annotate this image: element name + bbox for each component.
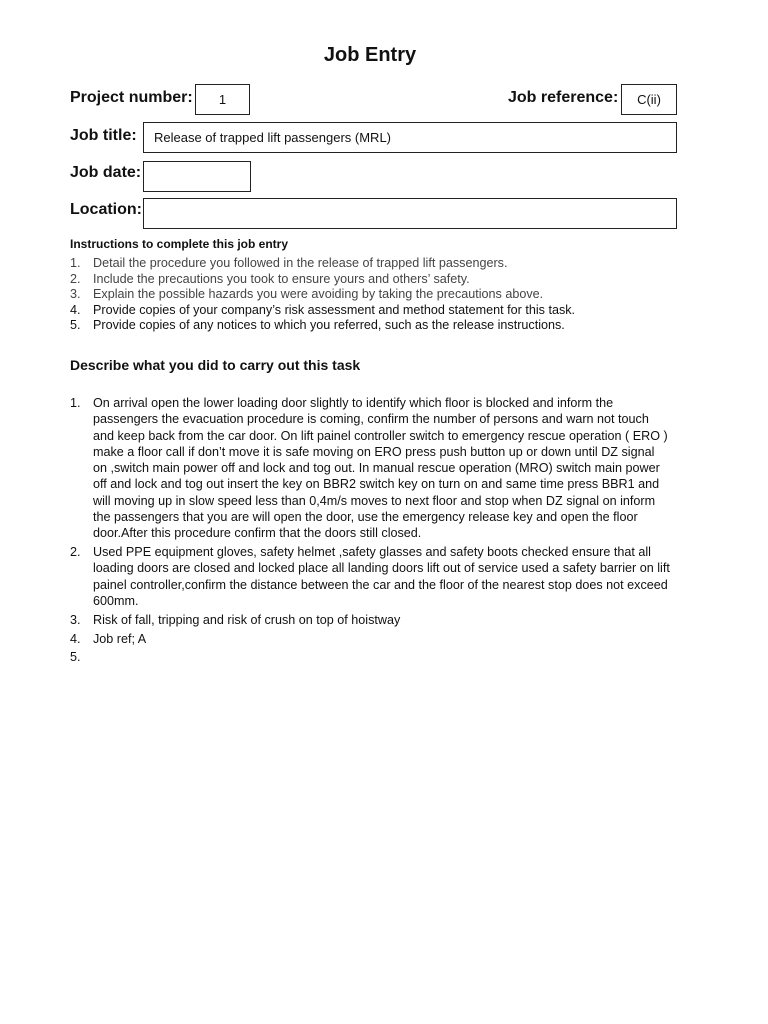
task-answers-list [70, 395, 670, 668]
job-date-field[interactable] [143, 161, 251, 192]
list-item: 1. Detail the procedure you followed in the release of trapped lift passengers. [70, 256, 508, 270]
project-number-field[interactable]: 1 [195, 84, 250, 115]
job-reference-field[interactable]: C(ii) [621, 84, 677, 115]
list-item: 4. Job ref; A [70, 631, 147, 646]
list-item: 5. Provide copies of any notices to which you referred, such as the release instructions. [70, 318, 565, 333]
project-number-label: Project number: [70, 89, 193, 106]
instructions-heading: Instructions to complete this job entry [70, 237, 289, 251]
list-item: 3. Risk of fall, tripping and risk of crush on top of hoistway [70, 612, 401, 627]
list-item: 5. [70, 650, 81, 665]
list-item: 1. On arrival open the lower loading door slightly to identify which floor is blocked and inform the passengers the evacuation procedure is coming, confirm the number of persons and warn not touch and keep back from the car door. On lift painel controller switch to emergency rescue operation ( ERO ) make a floor call if don’t move it is safe moving on ERO press push button up or down until DZ signal on ,switch main power off and lock and tog out. In manual rescue operation (MRO) switch main power off and lock and tog out insert the key on BBR2 switch key on turn on and same time press BBR1 and will moving up in slow speed less than 0,4m/s moves to next floor and stop when DZ signal on inform the passengers that you are will open the door, use the emergency release key and open the floor door.After this procedure confirm that the doors still closed. [70, 396, 668, 541]
location-label: Location: [70, 201, 142, 218]
job-date-label: Job date: [70, 164, 142, 181]
task-heading: Describe what you did to carry out this task [70, 357, 361, 373]
page-title: Job Entry [323, 44, 417, 66]
job-reference-label: Job reference: [508, 89, 619, 106]
list-item: 3. Explain the possible hazards you were avoiding by taking the precautions above. [70, 287, 544, 302]
job-title-field[interactable]: Release of trapped lift passengers (MRL) [143, 122, 677, 153]
list-item: 2. Used PPE equipment gloves, safety helmet ,safety glasses and safety boots checked ensure that all loading doors are closed and locked place all landing doors lift out of service used a safety barrier on lift painel controller,confirm the distance between the car and the floor of the nearest stop does not exceed 600mm. [70, 545, 670, 609]
list-item: 2. Include the precautions you took to ensure yours and others’ safety. [70, 271, 470, 286]
job-title-label: Job title: [70, 127, 137, 144]
location-field[interactable] [143, 198, 677, 229]
instructions-list [70, 256, 575, 334]
list-item: 4. Provide copies of your company’s risk assessment and method statement for this task. [70, 302, 576, 317]
